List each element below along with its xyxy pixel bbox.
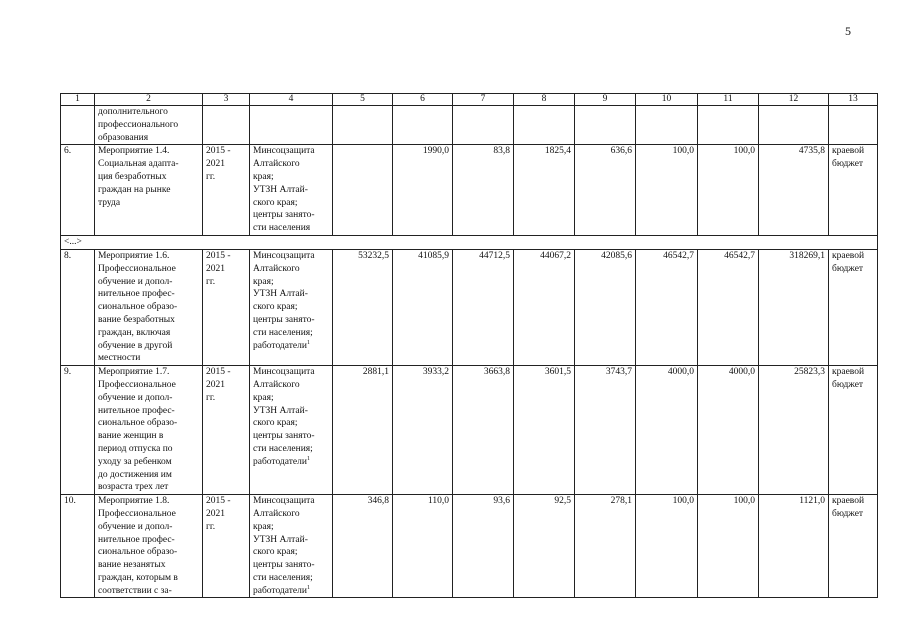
column-header: 6	[393, 94, 453, 106]
value-cell: 346,8	[333, 495, 393, 598]
total-cell: 1121,0	[759, 495, 829, 598]
continuation-row	[61, 106, 878, 145]
value-cell: 3743,7	[575, 366, 636, 495]
table-row	[61, 249, 878, 365]
executor: Минсоцзащита Алтайского края; УТЗН Алтай- ского края; центры занято- сти населения; работодатели$^1$	[250, 249, 333, 365]
value-cell: 2881,1	[333, 366, 393, 495]
funding-source: краевой бюджет	[829, 249, 878, 365]
value-cell: 1825,4	[514, 145, 575, 236]
row-number: 10.	[61, 495, 95, 598]
column-header: 8	[514, 94, 575, 106]
value-cell: 93,6	[453, 495, 514, 598]
value-cell: 46542,7	[636, 249, 698, 365]
measure-name: Мероприятие 1.4. Социальная адапта- ция безработных граждан на рынке труда	[95, 145, 203, 236]
value-cell: 100,0	[698, 145, 759, 236]
value-cell: 4000,0	[636, 366, 698, 495]
executor: Минсоцзащита Алтайского края; УТЗН Алтай- ского края; центры занято- сти населения	[250, 145, 333, 236]
funding-source: краевой бюджет	[829, 495, 878, 598]
period: 2015 - 2021 гг.	[203, 366, 250, 495]
executor: Минсоцзащита Алтайского края; УТЗН Алтай- ского края; центры занято- сти населения; работодатели$^1$	[250, 495, 333, 598]
row-number: 9.	[61, 366, 95, 495]
value-cell: 92,5	[514, 495, 575, 598]
column-header: 10	[636, 94, 698, 106]
funding-source: краевой бюджет	[829, 145, 878, 236]
header-row	[61, 94, 878, 106]
column-header: 1	[61, 94, 95, 106]
period: 2015 - 2021 гг.	[203, 495, 250, 598]
value-cell: 46542,7	[698, 249, 759, 365]
column-header: 11	[698, 94, 759, 106]
footnote-mark: 1	[306, 339, 310, 346]
value-cell: 100,0	[636, 495, 698, 598]
page-number: 5	[845, 24, 851, 38]
value-cell: 83,8	[453, 145, 514, 236]
column-header: 9	[575, 94, 636, 106]
footnote-mark: 1	[306, 455, 310, 462]
measure-name: Мероприятие 1.7. Профессиональное обучение и допол- нительное профес- сиональное образо- вание женщин в период отпуска по уходу за ребенком до достижения им возраста трех лет	[95, 366, 203, 495]
value-cell: 100,0	[636, 145, 698, 236]
value-cell: 3663,8	[453, 366, 514, 495]
budget-table	[60, 93, 878, 598]
value-cell: 3933,2	[393, 366, 453, 495]
value-cell: 44067,2	[514, 249, 575, 365]
value-cell: 636,6	[575, 145, 636, 236]
row-number: 6.	[61, 145, 95, 236]
column-header: 13	[829, 94, 878, 106]
total-cell: 25823,3	[759, 366, 829, 495]
period: 2015 - 2021 гг.	[203, 145, 250, 236]
value-cell: 44712,5	[453, 249, 514, 365]
measure-name: Мероприятие 1.6. Профессиональное обучение и допол- нительное профес- сиональное образо- вание безработных граждан, включая обучение в другой местности	[95, 249, 203, 365]
text-line: образования	[98, 132, 149, 143]
ellipsis: <...>	[61, 235, 878, 249]
period: 2015 - 2021 гг.	[203, 249, 250, 365]
value-cell: 3601,5	[514, 366, 575, 495]
column-header: 7	[453, 94, 514, 106]
ellipsis-row	[61, 235, 878, 249]
table-row	[61, 495, 878, 598]
value-cell: 41085,9	[393, 249, 453, 365]
table-row	[61, 145, 878, 236]
funding-source: краевой бюджет	[829, 366, 878, 495]
total-cell: 4735,8	[759, 145, 829, 236]
text-line: профессионального	[98, 119, 179, 130]
table-row	[61, 366, 878, 495]
row-number: 8.	[61, 249, 95, 365]
column-header: 2	[95, 94, 203, 106]
value-cell: 4000,0	[698, 366, 759, 495]
value-cell: 1990,0	[393, 145, 453, 236]
continuation-text	[95, 106, 203, 145]
total-cell: 318269,1	[759, 249, 829, 365]
executor: Минсоцзащита Алтайского края; УТЗН Алтай- ского края; центры занято- сти населения; работодатели$^1$	[250, 366, 333, 495]
value-cell: 100,0	[698, 495, 759, 598]
column-header: 12	[759, 94, 829, 106]
measure-name: Мероприятие 1.8. Профессиональное обучение и допол- нительное профес- сиональное образо- вание незанятых граждан, которым в соответствии с за-	[95, 495, 203, 598]
value-cell: 110,0	[393, 495, 453, 598]
column-header: 4	[250, 94, 333, 106]
footnote-mark: 1	[306, 584, 310, 591]
column-header: 5	[333, 94, 393, 106]
column-header: 3	[203, 94, 250, 106]
value-cell: 53232,5	[333, 249, 393, 365]
value-cell	[333, 145, 393, 236]
text-line: дополнительного	[98, 107, 168, 117]
value-cell: 42085,6	[575, 249, 636, 365]
value-cell: 278,1	[575, 495, 636, 598]
